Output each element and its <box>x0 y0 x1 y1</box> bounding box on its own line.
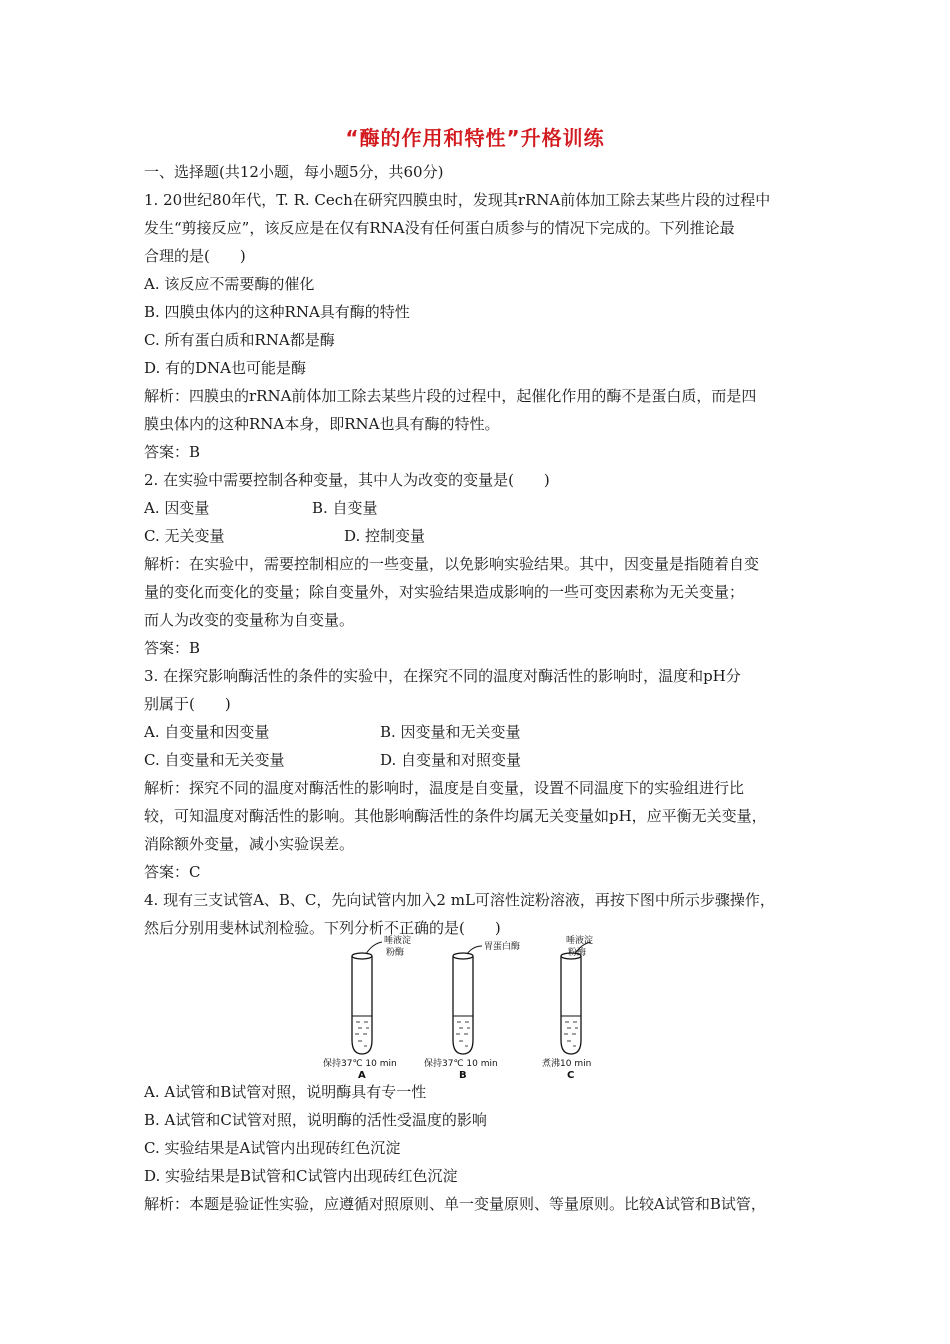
q2-stem: 2. 在实验中需要控制各种变量，其中人为改变的变量是( ) <box>144 471 550 489</box>
tube-a-enzyme-line-2: 粉酶 <box>386 948 405 958</box>
tube-c <box>561 942 591 1054</box>
tube-b <box>453 946 482 1054</box>
page-title: “酶的作用和特性”升格训练 <box>345 126 605 150</box>
q1-option-c: C. 所有蛋白质和RNA都是酶 <box>144 331 335 349</box>
tube-c-enzyme-line-2: 粉酶 <box>568 948 587 958</box>
q2-analysis-line-3: 而人为改变的变量称为自变量。 <box>144 611 355 629</box>
q1-analysis-line-1: 解析：四膜虫的rRNA前体加工除去某些片段的过程中，起催化作用的酶不是蛋白质，而是四 <box>144 387 757 405</box>
question-4-options <box>144 1078 808 1218</box>
tube-a-condition: 保持37℃ 10 min <box>323 1059 397 1069</box>
q4-option-a: A. A试管和B试管对照，说明酶具有专一性 <box>144 1083 427 1101</box>
q2-option-b: B. 自变量 <box>312 499 378 517</box>
q4-stem-line-2: 然后分别用斐林试剂检验。下列分析不正确的是( ) <box>144 919 501 937</box>
q1-answer: 答案：B <box>144 443 201 461</box>
q1-option-a: A. 该反应不需要酶的催化 <box>144 275 315 293</box>
tube-c-enzyme-line-1: 唾液淀 <box>566 936 594 946</box>
q3-analysis-line-2: 较，可知温度对酶活性的影响。其他影响酶活性的条件均属无关变量如pH，应平衡无关变量， <box>144 807 767 825</box>
q2-analysis-line-2: 量的变化而变化的变量；除自变量外，对实验结果造成影响的一些可变因素称为无关变量； <box>144 583 745 601</box>
q1-stem-line-3: 合理的是( ) <box>144 247 246 265</box>
q3-analysis-line-3: 消除额外变量，减小实验误差。 <box>144 835 355 853</box>
tube-a-letter: A <box>358 1070 366 1079</box>
q1-analysis-line-2: 膜虫体内的这种RNA本身，即RNA也具有酶的特性。 <box>144 415 500 433</box>
q3-options-row-1 <box>144 718 808 746</box>
q1-option-d: D. 有的DNA也可能是酶 <box>144 359 307 377</box>
section-heading: 一、选择题(共12小题，每小题5分，共60分) <box>144 163 444 181</box>
tube-c-condition: 煮沸10 min <box>542 1059 592 1069</box>
q2-option-a: A. 因变量 <box>144 499 210 517</box>
q4-analysis-line-1: 解析：本题是验证性实验，应遵循对照原则、单一变量原则、等量原则。比较A试管和B试管， <box>144 1195 766 1213</box>
q3-stem-line-2: 别属于( ) <box>144 695 231 713</box>
q3-option-a: A. 自变量和因变量 <box>144 723 270 741</box>
q3-options-row-2 <box>144 746 808 774</box>
q2-answer: 答案：B <box>144 639 201 657</box>
tube-c-letter: C <box>567 1070 575 1079</box>
q3-analysis-line-1: 解析：探究不同的温度对酶活性的影响时，温度是自变量，设置不同温度下的实验组进行比 <box>144 779 745 797</box>
tube-a <box>352 942 382 1054</box>
q3-option-d: D. 自变量和对照变量 <box>380 751 522 769</box>
q2-option-d: D. 控制变量 <box>344 527 426 545</box>
tube-b-condition: 保持37℃ 10 min <box>424 1059 498 1069</box>
q3-option-b: B. 因变量和无关变量 <box>380 723 521 741</box>
q1-option-b: B. 四膜虫体内的这种RNA具有酶的特性 <box>144 303 410 321</box>
tube-a-enzyme-line-1: 唾液淀 <box>384 936 412 946</box>
q2-option-c: C. 无关变量 <box>144 527 225 545</box>
q1-stem-line-2: 发生“剪接反应”，该反应是在仅有RNA没有任何蛋白质参与的情况下完成的。下列推论最 <box>144 219 735 237</box>
q4-option-d: D. 实验结果是B试管和C试管内出现砖红色沉淀 <box>144 1167 458 1185</box>
q3-option-c: C. 自变量和无关变量 <box>144 751 285 769</box>
q2-options-row-2 <box>144 522 808 550</box>
tube-b-letter: B <box>459 1070 467 1079</box>
question-list <box>144 158 808 942</box>
tube-b-enzyme-line-1: 胃蛋白酶 <box>484 942 521 952</box>
test-tube-diagram <box>320 934 610 1079</box>
q3-answer: 答案：C <box>144 863 201 881</box>
q4-stem-line-1: 4. 现有三支试管A、B、C，先向试管内加入2 mL可溶性淀粉溶液，再按下图中所示步骤操作， <box>144 891 775 909</box>
q3-stem-line-1: 3. 在探究影响酶活性的条件的实验中，在探究不同的温度对酶活性的影响时，温度和pH分 <box>144 667 741 685</box>
q4-option-b: B. A试管和C试管对照，说明酶的活性受温度的影响 <box>144 1111 487 1129</box>
q2-analysis-line-1: 解析：在实验中，需要控制相应的一些变量，以免影响实验结果。其中，因变量是指随着自变 <box>144 555 760 573</box>
q1-stem-line-1: 1. 20世纪80年代，T. R. Cech在研究四膜虫时，发现其rRNA前体加工除去某些片段的过程中 <box>144 191 771 209</box>
q2-options-row-1 <box>144 494 808 522</box>
test-tube-figure <box>320 934 610 1079</box>
q4-option-c: C. 实验结果是A试管内出现砖红色沉淀 <box>144 1139 401 1157</box>
